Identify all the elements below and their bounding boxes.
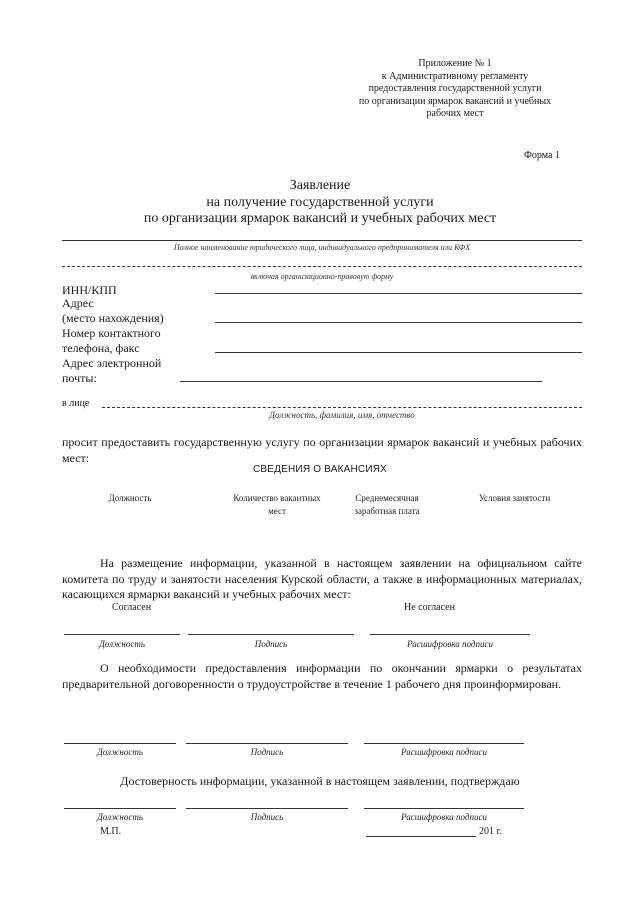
sign2-sign-caption: Подпись <box>250 747 284 757</box>
form-label: Форма 1 <box>524 150 560 161</box>
email-line[interactable] <box>180 381 542 382</box>
sign2-sign-line[interactable] <box>186 743 348 744</box>
sign1-position-caption: Должность <box>99 639 145 649</box>
annex-line-1: Приложение № 1 <box>418 58 492 69</box>
sign3-sign-caption: Подпись <box>250 812 284 822</box>
applicant-name-line[interactable] <box>62 240 582 241</box>
person-line[interactable] <box>102 407 582 408</box>
sign2-position-caption: Должность <box>97 747 143 757</box>
date-line[interactable] <box>366 836 476 837</box>
request-text: просит предоставить государственную услугу по организации ярмарок вакансий и учебных рабочих мест: <box>62 435 582 465</box>
title-line-3: по организации ярмарок вакансий и учебных рабочих мест <box>143 211 497 226</box>
notify-text: О необходимости предоставления информации по окончании ярмарки о результатах предварительной договоренности о трудоустройстве в течение 1 рабочего дня проинформирован. <box>62 661 582 691</box>
phone-label <box>62 326 161 356</box>
sign3-decode-caption: Расшифровка подписи <box>401 812 487 822</box>
person-caption: Должность, фамилия, имя, отчество <box>269 410 415 420</box>
annex-line-2: к Административному регламенту <box>381 70 529 82</box>
legal-form-line[interactable] <box>62 266 582 267</box>
consent-disagree[interactable]: Не согласен <box>404 602 455 613</box>
confirm-text: Достоверность информации, указанной в настоящем заявлении, подтверждаю <box>120 774 520 788</box>
year-suffix: 201 г. <box>479 826 502 837</box>
sign3-position-line[interactable] <box>64 808 176 809</box>
phone-label-2: телефона, факс <box>62 341 140 355</box>
consent-agree[interactable]: Согласен <box>112 602 152 613</box>
vacancy-col-salary: Среднемесячная заработная плата <box>354 493 420 516</box>
annex-line-5: рабочих мест <box>426 108 484 120</box>
phone-label-1: Номер контактного <box>62 326 161 340</box>
address-label <box>62 296 164 326</box>
sign3-position-caption: Должность <box>97 812 143 822</box>
vacancy-col-conditions: Условия занятости <box>478 493 551 503</box>
vacancy-col-position: Должность <box>108 493 152 503</box>
inn-label: ИНН/КПП <box>62 283 117 297</box>
sign2-position-line[interactable] <box>64 743 176 744</box>
consent-text: На размещение информации, указанной в настоящем заявлении на официальном сайте комитета по труду и занятости населения Курской области, а также в информационных материалах, касающихся ярмарки вакансий и учебных рабочих мест: <box>62 556 582 601</box>
title-line-2: на получение государственной услуги <box>206 194 434 210</box>
sign1-sign-line[interactable] <box>188 634 354 635</box>
annex-line-3: предоставления государственной услуги <box>368 83 542 95</box>
sign1-position-line[interactable] <box>64 634 180 635</box>
sign3-decode-line[interactable] <box>364 808 524 809</box>
address-line[interactable] <box>215 322 582 323</box>
email-label-1: Адрес электронной <box>62 356 162 370</box>
annex-line-4: по организации ярмарок вакансий и учебных <box>358 95 552 107</box>
address-label-1: Адрес <box>62 296 94 310</box>
seal-label: М.П. <box>100 826 122 837</box>
address-label-2: (место нахождения) <box>62 311 164 325</box>
sign3-sign-line[interactable] <box>186 808 348 809</box>
inn-line[interactable] <box>215 293 582 294</box>
legal-form-caption: включая организационно-правовую форму <box>250 272 394 281</box>
vacancies-heading: СВЕДЕНИЯ О ВАКАНСИЯХ <box>253 464 387 475</box>
person-prefix: в лице <box>62 398 90 409</box>
annex-header <box>345 58 565 121</box>
sign1-decode-caption: Расшифровка подписи <box>407 639 493 649</box>
email-label <box>62 356 161 386</box>
sign2-decode-line[interactable] <box>364 743 524 744</box>
sign1-decode-line[interactable] <box>370 634 530 635</box>
document-title <box>0 178 640 228</box>
email-label-2: почты: <box>62 371 97 385</box>
vacancy-col-count: Количество вакантных мест <box>233 493 321 516</box>
sign2-decode-caption: Расшифровка подписи <box>401 747 487 757</box>
sign1-sign-caption: Подпись <box>254 639 288 649</box>
title-line-1: Заявление <box>289 178 351 193</box>
phone-line[interactable] <box>215 352 582 353</box>
applicant-name-caption: Полное наименование юридического лица, индивидуального предпринимателя или КФХ <box>173 243 471 252</box>
